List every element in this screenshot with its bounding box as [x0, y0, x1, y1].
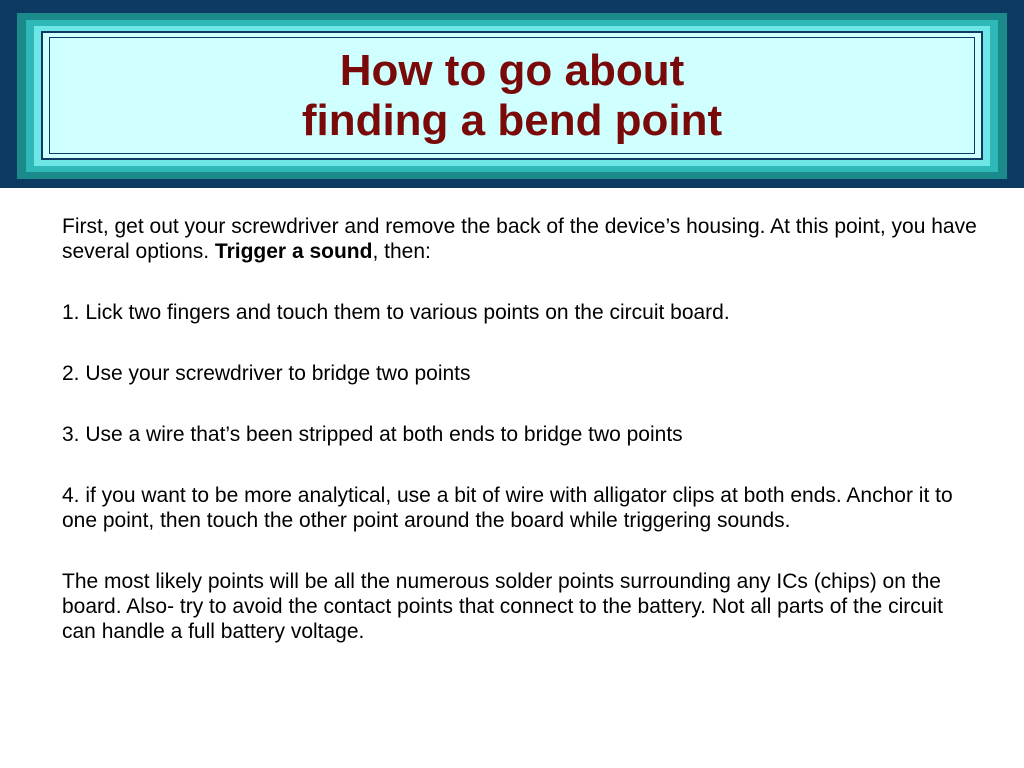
slide-title — [302, 46, 722, 146]
step-1: 1. Lick two fingers and touch them to various points on the circuit board. — [62, 301, 730, 324]
slide-title-line-2: finding a bend point — [301, 95, 723, 145]
slide-body — [62, 214, 982, 680]
closing-paragraph: The most likely points will be all the numerous solder points surrounding any ICs (chips) on the board. Also- try to avoid the contact points that connect to the battery. Not all parts of the circuit can handle a full battery voltage. — [62, 570, 943, 643]
intro-paragraph — [62, 214, 982, 264]
intro-text: First, get out your screwdriver and remove the back of the device’s housing. At this point, you have several options. — [62, 215, 977, 263]
title-box — [41, 31, 983, 160]
step-3: 3. Use a wire that’s been stripped at both ends to bridge two points — [62, 423, 683, 446]
step-2: 2. Use your screwdriver to bridge two points — [62, 362, 471, 385]
step-4: 4. if you want to be more analytical, use a bit of wire with alligator clips at both ends. Anchor it to one point, then touch the other point around the board while triggering sounds. — [62, 484, 953, 532]
slide-title-line-1: How to go about — [339, 45, 685, 95]
intro-tail-text: , then: — [372, 240, 431, 263]
intro-bold-text: Trigger a sound — [214, 240, 373, 263]
